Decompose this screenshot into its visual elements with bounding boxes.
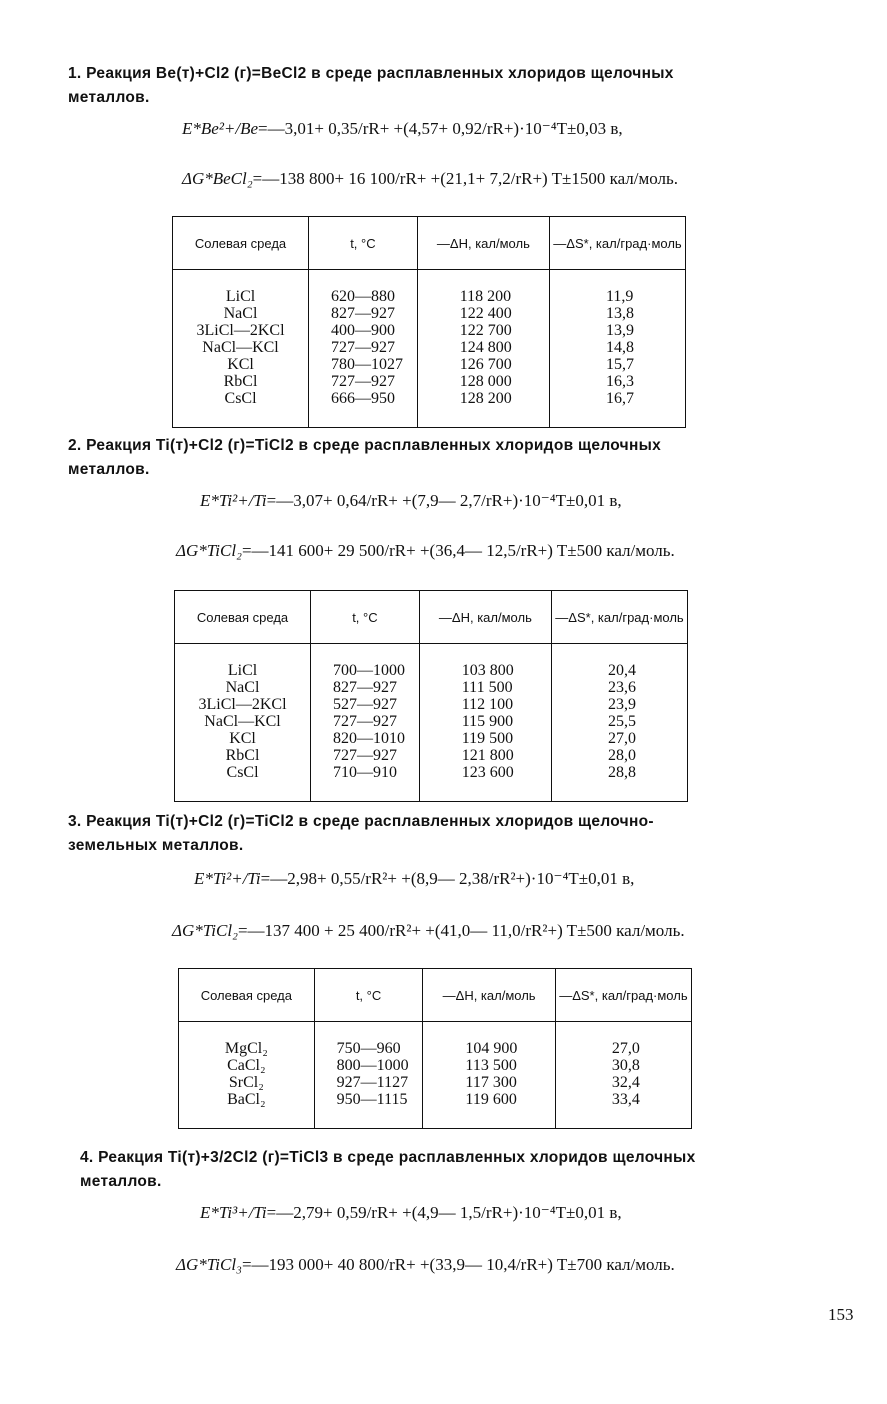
cell-temperature: 400—900 bbox=[331, 322, 396, 339]
equation-expression: =—193 000+ 40 800/rR+ +(33,9— 10,4/rR+) T±700 кал/моль. bbox=[241, 1255, 675, 1274]
equation-lhs: ΔG*TiCl₂ bbox=[172, 921, 238, 940]
cell-enthalpy: 117 300 bbox=[465, 1074, 517, 1091]
section-2-number: 2. bbox=[68, 437, 82, 454]
cell-enthalpy: 121 800 bbox=[461, 747, 514, 764]
section-4-equation-g bbox=[176, 1242, 675, 1288]
cell-temperature: 700—1000 bbox=[333, 662, 406, 679]
cell-temperature: 780—1027 bbox=[331, 356, 404, 373]
cell-salt: CsCl bbox=[226, 764, 259, 781]
cell-salt: KCl bbox=[227, 356, 254, 373]
cell-salt: NaCl—KCl bbox=[204, 713, 281, 730]
cell-temperature: 950—1115 bbox=[336, 1091, 408, 1108]
cell-salt: BaCl₂ bbox=[227, 1091, 266, 1108]
cell-temperature: 927—1127 bbox=[336, 1074, 409, 1091]
equation-lhs: ΔG*TiCl₃ bbox=[176, 1255, 242, 1274]
section-4-heading bbox=[80, 1146, 814, 1194]
cell-temperature: 727—927 bbox=[333, 747, 398, 764]
cell-entropy: 28,0 bbox=[608, 747, 636, 764]
header-entropy: —ΔS*, кал/град·моль bbox=[552, 591, 688, 644]
equation-expression: =—3,07+ 0,64/rR+ +(7,9— 2,7/rR+)·10⁻⁴T±0,01 в, bbox=[266, 491, 622, 510]
cell-salt: RbCl bbox=[225, 747, 260, 764]
header-entropy: —ΔS*, кал/град·моль bbox=[550, 217, 686, 270]
cell-enthalpy: 112 100 bbox=[461, 696, 514, 713]
section-3-equation-e bbox=[194, 856, 634, 902]
cell-entropy: 15,7 bbox=[606, 356, 634, 373]
cell-entropy: 30,8 bbox=[611, 1057, 640, 1074]
cell-salt: 3LiCl—2KCl bbox=[196, 322, 285, 339]
equation-lhs: E*Ti³+/Ti bbox=[200, 1203, 267, 1222]
column-temperature bbox=[309, 270, 418, 428]
equation-lhs: E*Ti²+/Ti bbox=[200, 491, 267, 510]
column-temperature bbox=[314, 1022, 423, 1129]
cell-entropy: 11,9 bbox=[606, 288, 634, 305]
cell-enthalpy: 115 900 bbox=[461, 713, 514, 730]
cell-entropy: 32,4 bbox=[611, 1074, 640, 1091]
cell-enthalpy: 128 200 bbox=[459, 390, 512, 407]
cell-salt: 3LiCl—2KCl bbox=[198, 696, 287, 713]
cell-enthalpy: 126 700 bbox=[459, 356, 512, 373]
cell-temperature: 827—927 bbox=[331, 305, 396, 322]
header-salt-medium: Солевая среда bbox=[179, 969, 315, 1022]
cell-enthalpy: 104 900 bbox=[465, 1040, 518, 1057]
equation-lhs: ΔG*BeCl₂ bbox=[182, 169, 253, 188]
section-1-number: 1. bbox=[68, 65, 82, 82]
section-2-table bbox=[174, 590, 688, 802]
section-1-title-line2: металлов. bbox=[68, 89, 150, 106]
page-number: 153 bbox=[828, 1305, 854, 1324]
cell-entropy: 27,0 bbox=[611, 1040, 640, 1057]
header-entropy: —ΔS*, кал/град·моль bbox=[555, 969, 691, 1022]
cell-salt: KCl bbox=[229, 730, 256, 747]
section-3-number: 3. bbox=[68, 813, 82, 830]
cell-entropy: 16,3 bbox=[606, 373, 634, 390]
cell-entropy: 28,8 bbox=[608, 764, 636, 781]
cell-enthalpy: 122 400 bbox=[459, 305, 512, 322]
column-salt-medium bbox=[175, 644, 311, 802]
header-temperature: t, °C bbox=[314, 969, 423, 1022]
header-enthalpy: —ΔH, кал/моль bbox=[423, 969, 555, 1022]
cell-enthalpy: 113 500 bbox=[465, 1057, 517, 1074]
equation-expression: =—137 400 + 25 400/rR²+ +(41,0— 11,0/rR²+) T±500 кал/моль. bbox=[237, 921, 685, 940]
cell-temperature: 820—1010 bbox=[333, 730, 406, 747]
section-1-title-line1: Реакция Be(т)+Cl2 (г)=BeCl2 в среде расплавленных хлоридов щелочных bbox=[86, 65, 674, 82]
column-entropy bbox=[550, 270, 686, 428]
cell-salt: CaCl₂ bbox=[227, 1057, 266, 1074]
section-2-heading bbox=[68, 434, 802, 482]
equation-lhs: E*Ti²+/Ti bbox=[194, 869, 261, 888]
section-4-title-line2: металлов. bbox=[80, 1173, 162, 1190]
equation-lhs: ΔG*TiCl₂ bbox=[176, 541, 242, 560]
cell-enthalpy: 122 700 bbox=[459, 322, 512, 339]
cell-enthalpy: 119 600 bbox=[465, 1091, 517, 1108]
equation-expression: =—141 600+ 29 500/rR+ +(36,4— 12,5/rR+) T±500 кал/моль. bbox=[241, 541, 675, 560]
cell-entropy: 20,4 bbox=[608, 662, 636, 679]
header-temperature: t, °C bbox=[309, 217, 418, 270]
section-1-heading bbox=[68, 62, 802, 110]
cell-salt: NaCl bbox=[223, 305, 258, 322]
section-3-table bbox=[178, 968, 692, 1129]
section-4-number: 4. bbox=[80, 1149, 94, 1166]
cell-salt: MgCl₂ bbox=[224, 1040, 268, 1057]
section-1-table bbox=[172, 216, 686, 428]
section-4-title-line1: Реакция Ti(т)+3/2Cl2 (г)=TiCl3 в среде расплавленных хлоридов щелочных bbox=[98, 1149, 696, 1166]
cell-temperature: 750—960 bbox=[336, 1040, 401, 1057]
section-1-equation-e bbox=[182, 106, 623, 152]
section-4-equation-e bbox=[200, 1190, 622, 1236]
cell-temperature: 727—927 bbox=[333, 713, 398, 730]
cell-temperature: 710—910 bbox=[333, 764, 398, 781]
header-salt-medium: Солевая среда bbox=[173, 217, 309, 270]
section-3-equation-g bbox=[172, 908, 685, 954]
cell-enthalpy: 103 800 bbox=[461, 662, 514, 679]
section-2-equation-g bbox=[176, 528, 675, 574]
header-salt-medium: Солевая среда bbox=[175, 591, 311, 644]
cell-entropy: 13,8 bbox=[606, 305, 634, 322]
cell-entropy: 16,7 bbox=[606, 390, 634, 407]
section-1-equation-g bbox=[182, 156, 678, 202]
column-temperature bbox=[311, 644, 420, 802]
cell-salt: LiCl bbox=[225, 288, 256, 305]
cell-salt: LiCl bbox=[227, 662, 258, 679]
cell-temperature: 620—880 bbox=[331, 288, 396, 305]
cell-temperature: 527—927 bbox=[333, 696, 398, 713]
cell-temperature: 800—1000 bbox=[336, 1057, 409, 1074]
cell-enthalpy: 128 000 bbox=[459, 373, 512, 390]
cell-temperature: 727—927 bbox=[331, 373, 396, 390]
cell-entropy: 33,4 bbox=[611, 1091, 640, 1108]
cell-temperature: 727—927 bbox=[331, 339, 396, 356]
section-2-title-line2: металлов. bbox=[68, 461, 150, 478]
section-3-heading bbox=[68, 810, 802, 858]
equation-expression: =—2,98+ 0,55/rR²+ +(8,9— 2,38/rR²+)·10⁻⁴T±0,01 в, bbox=[260, 869, 635, 888]
cell-enthalpy: 124 800 bbox=[459, 339, 512, 356]
column-enthalpy bbox=[423, 1022, 555, 1129]
section-3-title-line2: земельных металлов. bbox=[68, 837, 244, 854]
equation-expression: =—138 800+ 16 100/rR+ +(21,1+ 7,2/rR+) T±1500 кал/моль. bbox=[252, 169, 679, 188]
equation-expression: =—2,79+ 0,59/rR+ +(4,9— 1,5/rR+)·10⁻⁴T±0,01 в, bbox=[266, 1203, 622, 1222]
section-3-title-line1: Реакция Ti(т)+Cl2 (г)=TiCl2 в среде расплавленных хлоридов щелочно- bbox=[86, 813, 654, 830]
equation-expression: =—3,01+ 0,35/rR+ +(4,57+ 0,92/rR+)·10⁻⁴T±0,03 в, bbox=[258, 119, 623, 138]
column-salt-medium bbox=[173, 270, 309, 428]
cell-salt: NaCl—KCl bbox=[202, 339, 279, 356]
cell-salt: RbCl bbox=[223, 373, 258, 390]
cell-salt: CsCl bbox=[224, 390, 257, 407]
cell-entropy: 25,5 bbox=[608, 713, 636, 730]
header-temperature: t, °C bbox=[311, 591, 420, 644]
column-salt-medium bbox=[179, 1022, 315, 1129]
header-enthalpy: —ΔH, кал/моль bbox=[419, 591, 551, 644]
cell-temperature: 827—927 bbox=[333, 679, 398, 696]
cell-salt: NaCl bbox=[225, 679, 260, 696]
cell-entropy: 23,6 bbox=[608, 679, 636, 696]
column-enthalpy bbox=[419, 644, 551, 802]
cell-temperature: 666—950 bbox=[331, 390, 396, 407]
cell-enthalpy: 119 500 bbox=[461, 730, 514, 747]
cell-entropy: 13,9 bbox=[606, 322, 634, 339]
cell-enthalpy: 111 500 bbox=[461, 679, 513, 696]
section-2-equation-e bbox=[200, 478, 622, 524]
column-enthalpy bbox=[417, 270, 549, 428]
cell-entropy: 23,9 bbox=[608, 696, 636, 713]
cell-enthalpy: 118 200 bbox=[459, 288, 512, 305]
equation-lhs: E*Be²+/Be bbox=[182, 119, 259, 138]
column-entropy bbox=[555, 1022, 691, 1129]
section-2-title-line1: Реакция Ti(т)+Cl2 (г)=TiCl2 в среде расплавленных хлоридов щелочных bbox=[86, 437, 662, 454]
cell-entropy: 27,0 bbox=[608, 730, 636, 747]
column-entropy bbox=[552, 644, 688, 802]
header-enthalpy: —ΔH, кал/моль bbox=[417, 217, 549, 270]
cell-salt: SrCl₂ bbox=[228, 1074, 264, 1091]
cell-entropy: 14,8 bbox=[606, 339, 634, 356]
cell-enthalpy: 123 600 bbox=[461, 764, 514, 781]
